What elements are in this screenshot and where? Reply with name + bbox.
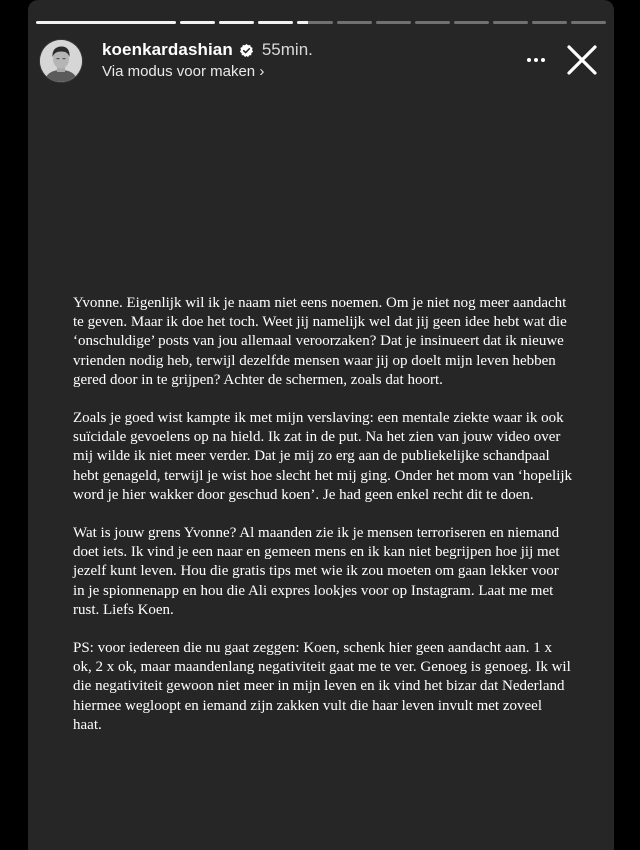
progress-segment (258, 21, 293, 24)
story-text (73, 294, 573, 754)
username[interactable]: koenkardashian (102, 40, 233, 59)
progress-segment (376, 21, 411, 24)
story-progress-bar (36, 21, 606, 24)
paragraph: Zoals je goed wist kampte ik met mijn verslaving: een mentale ziekte waar ik ook suïcidale gevoelens op na hield. Ik zat in de put. Na het zien van jouw video over mij wilde ik niet meer verder. Dat je mij zo erg aan de publiekelijke schandpaal hebt genageld, terwijl je wist hoe slecht het mij ging. Onder het mom van ‘hopelijk word je hier wakker door geschud koen’. Je had geen enkel recht dit te doen. (73, 410, 573, 503)
progress-segment (180, 21, 215, 24)
progress-segment (415, 21, 450, 24)
progress-segment (571, 21, 606, 24)
progress-segment-fill (297, 21, 308, 24)
more-options-button[interactable] (524, 50, 548, 70)
story-user-line (102, 40, 313, 60)
verified-badge-icon (239, 43, 254, 58)
paragraph: PS: voor iedereen die nu gaat zeggen: Koen, schenk hier geen aandacht aan. 1 x ok, 2 x ok, maar maandenlang negativiteit gaat me te ver. Genoeg is genoeg. Ik wil die negativiteit gewoon niet meer in mijn leven en ik vind het bizar dat Nederland hiermee wegloopt en iemand zijn zakken vult die haar leven invult met zoveel haat. (73, 640, 571, 733)
close-icon (562, 40, 602, 80)
progress-segment (337, 21, 372, 24)
paragraph: Wat is jouw grens Yvonne? Al maanden zie ik je mensen terroriseren en niemand doet iets. Ik vind je een naar en gemeen mens en ik kan niet begrijpen hoe jij met jezelf kunt leven. Hou die gratis tips met wie ik zou moeten om gaan lekker voor in je spionnenapp en hou die Ali expres lookjes voor op Instagram. Laat me met rust. Liefs Koen. (73, 525, 560, 618)
post-time: 55min. (261, 40, 313, 59)
progress-segment (493, 21, 528, 24)
avatar[interactable] (40, 40, 82, 82)
story-header (40, 38, 604, 84)
create-mode-link[interactable] (102, 63, 264, 80)
more-horizontal-icon (541, 58, 545, 62)
more-horizontal-icon (534, 58, 538, 62)
progress-segment (297, 21, 332, 24)
create-mode-label: Via modus voor maken (102, 63, 256, 80)
progress-segment (532, 21, 567, 24)
close-button[interactable] (562, 40, 602, 80)
progress-segment (454, 21, 489, 24)
story-viewer (28, 0, 614, 850)
paragraph: Yvonne. Eigenlijk wil ik je naam niet eens noemen. Om je niet nog meer aandacht te geven. Maar ik doe het toch. Weet jij namelijk wel dat jij geen idee hebt wat die ‘onschuldige’ posts van jou allemaal veroorzaken? Dat je insinueert dat ik nieuwe vrienden nodig heb, terwijl dezelfde mensen waar jij op doelt mijn leven hebben gered door in te grijpen? Achter de schermen, zoals dat hoort. (73, 295, 567, 388)
progress-segment (36, 21, 176, 24)
avatar-photo (40, 40, 82, 82)
more-horizontal-icon (527, 58, 531, 62)
chevron-right-icon: › (259, 63, 265, 80)
progress-segment (219, 21, 254, 24)
